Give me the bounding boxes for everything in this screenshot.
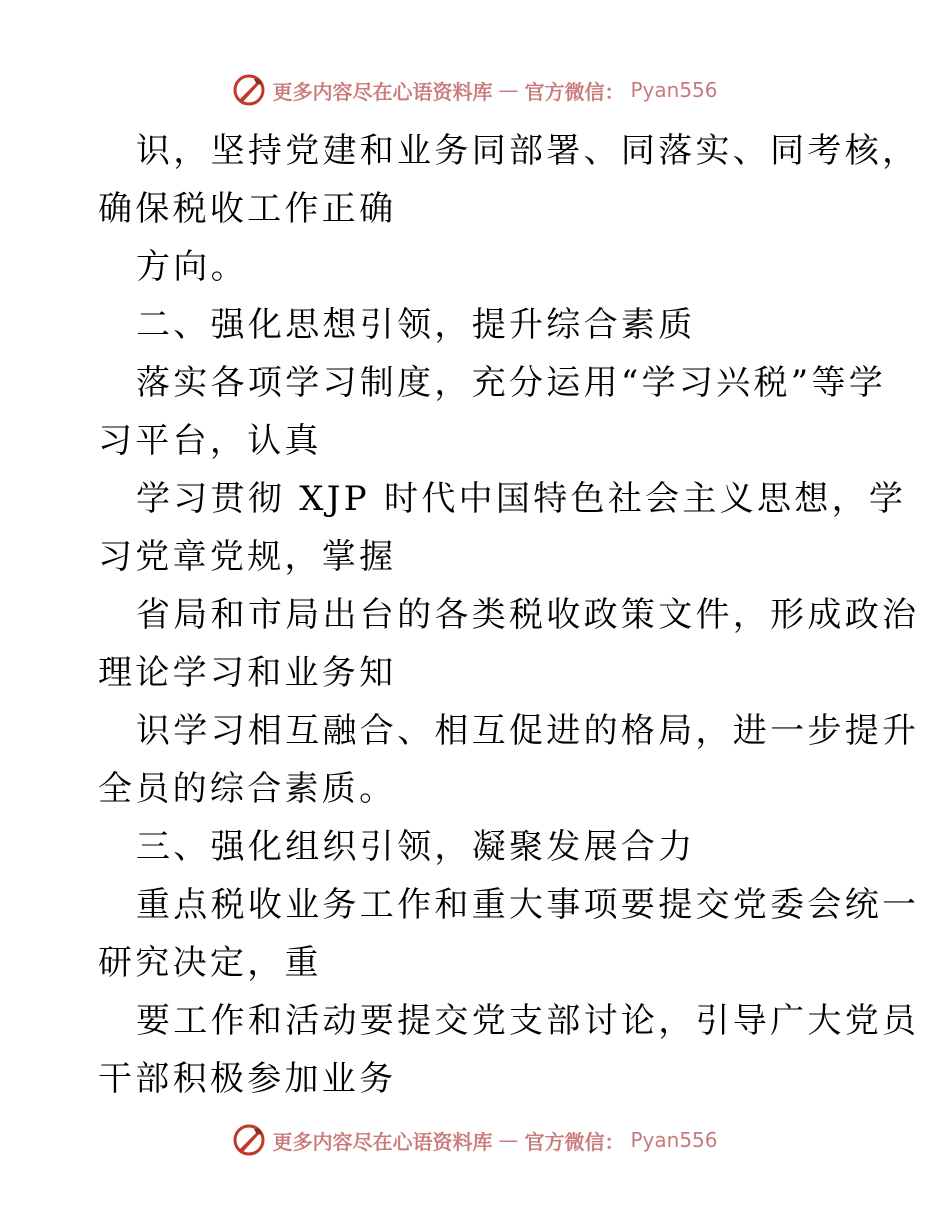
section-heading: 三、强化组织引领，凝聚发展合力 — [136, 827, 696, 867]
page-header-watermark — [0, 70, 950, 110]
watermark-separator: — — [498, 1128, 519, 1152]
body-line: 落实各项学习制度，充分运用“学习兴税”等学 — [136, 363, 887, 403]
body-line: 确保税收工作正确 — [98, 189, 397, 229]
watermark-text: 更多内容尽在心语资料库 — [272, 1129, 493, 1154]
section-heading: 二、强化思想引领，提升综合素质 — [136, 305, 696, 345]
watermark-brand — [232, 73, 717, 107]
body-line: 学习贯彻 XJP 时代中国特色社会主义思想，学 — [136, 479, 907, 519]
quill-pen-logo-icon — [232, 73, 266, 107]
watermark-text: 更多内容尽在心语资料库 — [272, 79, 493, 104]
watermark-separator: — — [498, 78, 519, 102]
body-line: 理论学习和业务知 — [98, 653, 397, 693]
body-line: 研究决定，重 — [98, 943, 322, 983]
body-line: 要工作和活动要提交党支部讨论，引导广大党员 — [136, 1001, 920, 1041]
body-line: 干部积极参加业务 — [98, 1059, 397, 1099]
body-line: 识，坚持党建和业务同部署、同落实、同考核， — [136, 131, 920, 171]
body-line: 识学习相互融合、相互促进的格局，进一步提升 — [136, 711, 920, 751]
body-line: 习党章党规，掌握 — [98, 537, 397, 577]
body-line: 习平台，认真 — [98, 421, 322, 461]
document-body — [98, 122, 920, 1108]
watermark-brand — [232, 1123, 717, 1157]
body-line: 方向。 — [136, 247, 248, 287]
quill-pen-logo-icon — [232, 1123, 266, 1157]
body-line: 省局和市局出台的各类税收政策文件，形成政治 — [136, 595, 920, 635]
body-line: 重点税收业务工作和重大事项要提交党委会统一 — [136, 885, 920, 925]
page-footer-watermark — [0, 1120, 950, 1160]
watermark-account-label: 官方微信： — [524, 79, 625, 104]
watermark-account-id: Pyan556 — [630, 1128, 718, 1152]
watermark-account-label: 官方微信： — [524, 1129, 625, 1154]
body-line: 全员的综合素质。 — [98, 769, 397, 809]
watermark-account-id: Pyan556 — [630, 78, 718, 102]
